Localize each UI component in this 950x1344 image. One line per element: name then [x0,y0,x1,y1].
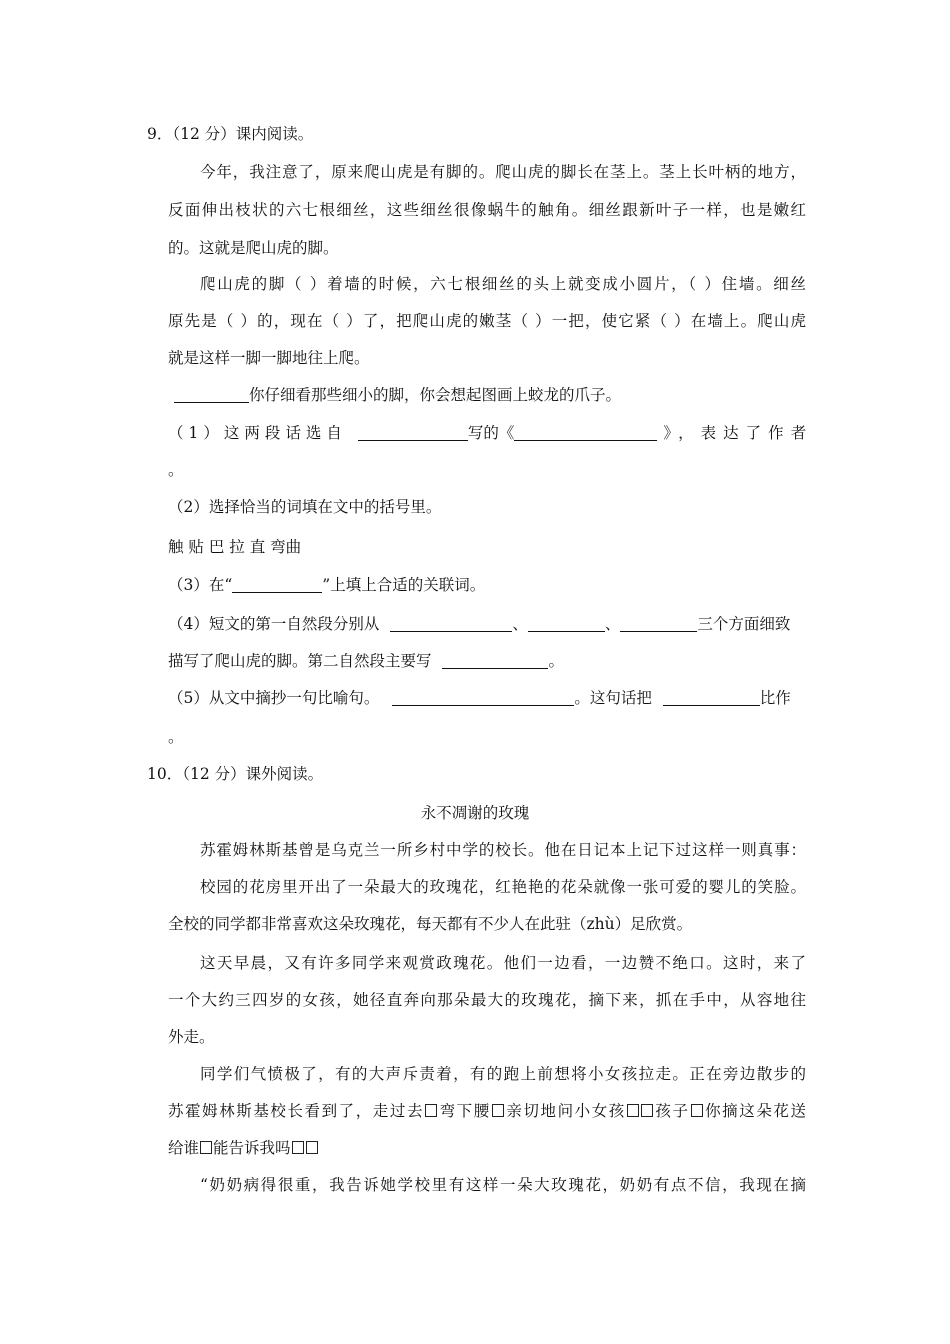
q9-subquestion-3: （3）在“ ”上填上合适的关联词。 [168,576,486,594]
fill-blank[interactable] [390,615,512,632]
text-line: 一个大约三四岁的女孩，她径直奔向那朵最大的玫瑰花，摘下来，抓在手中，从容地往 [168,991,806,1009]
text-line: 同学们气愤极了，有的大声斥责着，有的跑上前想将小女孩拉走。正在旁边散步的 [200,1065,806,1083]
q9-subquestion-5: （5）从文中摘抄一句比喻句。 。这句话把 比作 [168,689,791,707]
q9-subquestion-5-end: 。 [168,728,184,746]
punctuation-box[interactable] [641,1104,653,1117]
text-line: 原先是（ ）的，现在（ ）了，把爬山虎的嫩茎（ ）一把，使它紧（ ）在墙上。爬山虎 [168,312,806,330]
fill-blank[interactable] [663,689,760,706]
text-line: 给谁 能告诉我吗 [168,1138,319,1158]
fill-blank[interactable] [514,424,657,441]
text-line: 今年，我注意了，原来爬山虎是有脚的。爬山虎的脚长在茎上。茎上长叶柄的地方， [200,163,806,181]
text-line: 苏霍姆林斯基校长看到了，走过去 弯下腰 亲切地问小女孩 孩子 你摘这朵花送 [168,1102,806,1120]
text-line: 外走。 [168,1028,215,1046]
q9-subquestion-1: （1）这两段话选自 写的《 》，表达了作者 [168,424,814,442]
q9-subquestion-2: （2）选择恰当的词填在文中的括号里。 [168,498,442,516]
fill-blank[interactable] [392,689,574,706]
q10-paragraph-1: 苏霍姆林斯基曾是乌克兰一所乡村中学的校长。他在日记本上记下过这样一则真事： [200,841,806,859]
fill-blank[interactable] [232,576,322,593]
punctuation-box[interactable] [492,1104,504,1117]
text-line: 这天早晨，又有许多同学来观赏政瑰花。他们一边看，一边赞不绝口。这时，来了 [200,954,806,972]
punctuation-box[interactable] [200,1141,212,1154]
text-line: 反面伸出枝状的六七根细丝，这些细丝很像蜗牛的触角。细丝跟新叶子一样，也是嫩红 [168,201,806,219]
fill-blank[interactable] [174,386,249,403]
fill-blank[interactable] [442,652,548,669]
text-line: 就是这样一脚一脚地往上爬。 [168,349,370,367]
q10-paragraph-5: “奶奶病得很重，我告诉她学校里有这样一朵大玫瑰花，奶奶有点不信，我现在摘 [200,1176,806,1194]
question-9-heading: 9．（12 分）课内阅读。 [147,125,314,143]
fill-blank[interactable] [528,615,605,632]
passage-title: 永不凋谢的玫瑰 [420,804,530,822]
q9-subquestion-4-cont: 描写了爬山虎的脚。第二自然段主要写 。 [168,652,564,670]
q9-word-choices: 触 贴 巴 拉 直 弯曲 [168,538,302,556]
punctuation-box[interactable] [627,1104,639,1117]
punctuation-box[interactable] [425,1104,437,1117]
punctuation-box[interactable] [691,1104,703,1117]
fill-blank[interactable] [358,424,468,441]
question-10-heading: 10．（12 分）课外阅读。 [147,765,324,783]
punctuation-box[interactable] [292,1141,304,1154]
fill-blank[interactable] [620,615,697,632]
text-line: 校园的花房里开出了一朵最大的玫瑰花，红艳艳的花朵就像一张可爱的婴儿的笑脸。 [200,878,806,896]
punctuation-box[interactable] [306,1141,318,1154]
q9-subquestion-4: （4）短文的第一自然段分别从 、 、 三个方面细致 [168,615,791,633]
text-line: 的。这就是爬山虎的脚。 [168,239,339,257]
text-line: 全校的同学都非常喜欢这朵玫瑰花，每天都有不少人在此驻（zhù）足欣赏。 [168,915,693,933]
q9-subquestion-1-end: 。 [168,461,184,479]
text-line: 爬山虎的脚（ ）着墙的时候，六七根细丝的头上就变成小圆片，（ ）住墙。细丝 [200,275,806,293]
q9-passage-paragraph-3: 你仔细看那些细小的脚，你会想起图画上蛟龙的爪子。 [174,385,621,405]
